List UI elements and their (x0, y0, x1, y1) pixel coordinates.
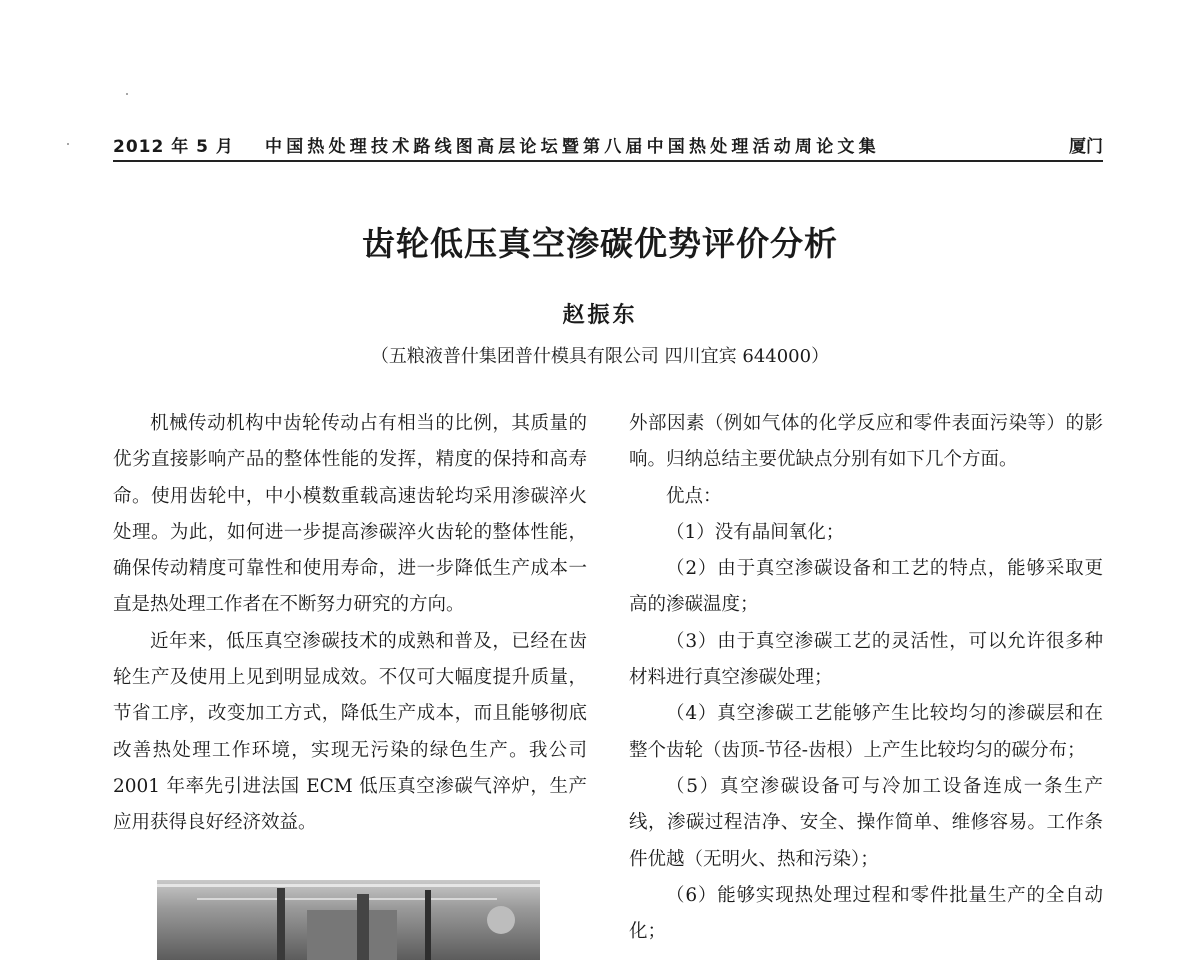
photo-lamp (487, 906, 515, 934)
header-city: 厦门 (1069, 137, 1103, 157)
photo-pole (357, 894, 369, 960)
advantage-item: （4）真空渗碳工艺能够产生比较均匀的渗碳层和在整个齿轮（齿顶-节径-齿根）上产生比较均匀的碳分布； (629, 703, 1103, 761)
article-affiliation: （五粮液普什集团普什模具有限公司 四川宜宾 644000） (370, 346, 830, 367)
photo-beam (157, 884, 540, 887)
photo-pole (277, 888, 285, 960)
photo-beam (197, 898, 497, 900)
scan-speck (67, 143, 69, 145)
continuation-paragraph: 外部因素（例如气体的化学反应和零件表面污染等）的影响。归纳总结主要优缺点分别有如下几个方面。 (629, 413, 1103, 471)
advantages-heading: 优点： (666, 485, 722, 507)
header-divider (113, 160, 1103, 162)
body-paragraph: 机械传动机构中齿轮传动占有相当的比例，其质量的优劣直接影响产品的整体性能的发挥，精度的保持和高寿命。使用齿轮中，中小模数重载高速齿轮均采用渗碳淬火处理。为此，如何进一步提高渗碳淬火齿轮的整体性能，确保传动精度可靠性和使用寿命，进一步降低生产成本一直是热处理工作者在不断努力研究的方向。 (113, 413, 587, 616)
advantage-item: （2）由于真空渗碳设备和工艺的特点，能够采取更高的渗碳温度； (629, 558, 1103, 616)
photo-machine (307, 910, 397, 960)
header-conference-title: 中国热处理技术路线图高层论坛暨第八届中国热处理活动周论文集 (265, 137, 880, 157)
advantage-item: （1）没有晶间氧化； (666, 521, 845, 543)
article-title: 齿轮低压真空渗碳优势评价分析 (362, 224, 838, 263)
left-column (113, 406, 587, 842)
factory-photo-icon (157, 880, 540, 960)
running-header (113, 128, 1103, 158)
scan-speck (126, 93, 128, 95)
advantage-item: （3）由于真空渗碳工艺的灵活性，可以允许很多种材料进行真空渗碳处理； (629, 630, 1103, 689)
body-paragraph: 近年来，低压真空渗碳技术的成熟和普及，已经在齿轮生产及使用上见到明显成效。不仅可大幅度提升质量，节省工序，改变加工方式，降低生产成本，而且能够彻底改善热处理工作环境，实现无污染的绿色生产。我公司 2001 年率先引进法国 ECM 低压真空渗碳气淬炉，生产应用获得良好经济效益。 (113, 630, 587, 834)
right-column (629, 406, 1103, 950)
article-author: 赵振东 (562, 302, 638, 328)
header-date: 2012 年 5 月 (113, 137, 234, 157)
advantage-item: （6）能够实现热处理过程和零件批量生产的全自动化； (629, 884, 1103, 943)
advantage-item: （5）真空渗碳设备可与冷加工设备连成一条生产线，渗碳过程洁净、安全、操作简单、维修容易。工作条件优越（无明火、热和污染）； (629, 775, 1103, 870)
photo-pole (425, 890, 431, 960)
